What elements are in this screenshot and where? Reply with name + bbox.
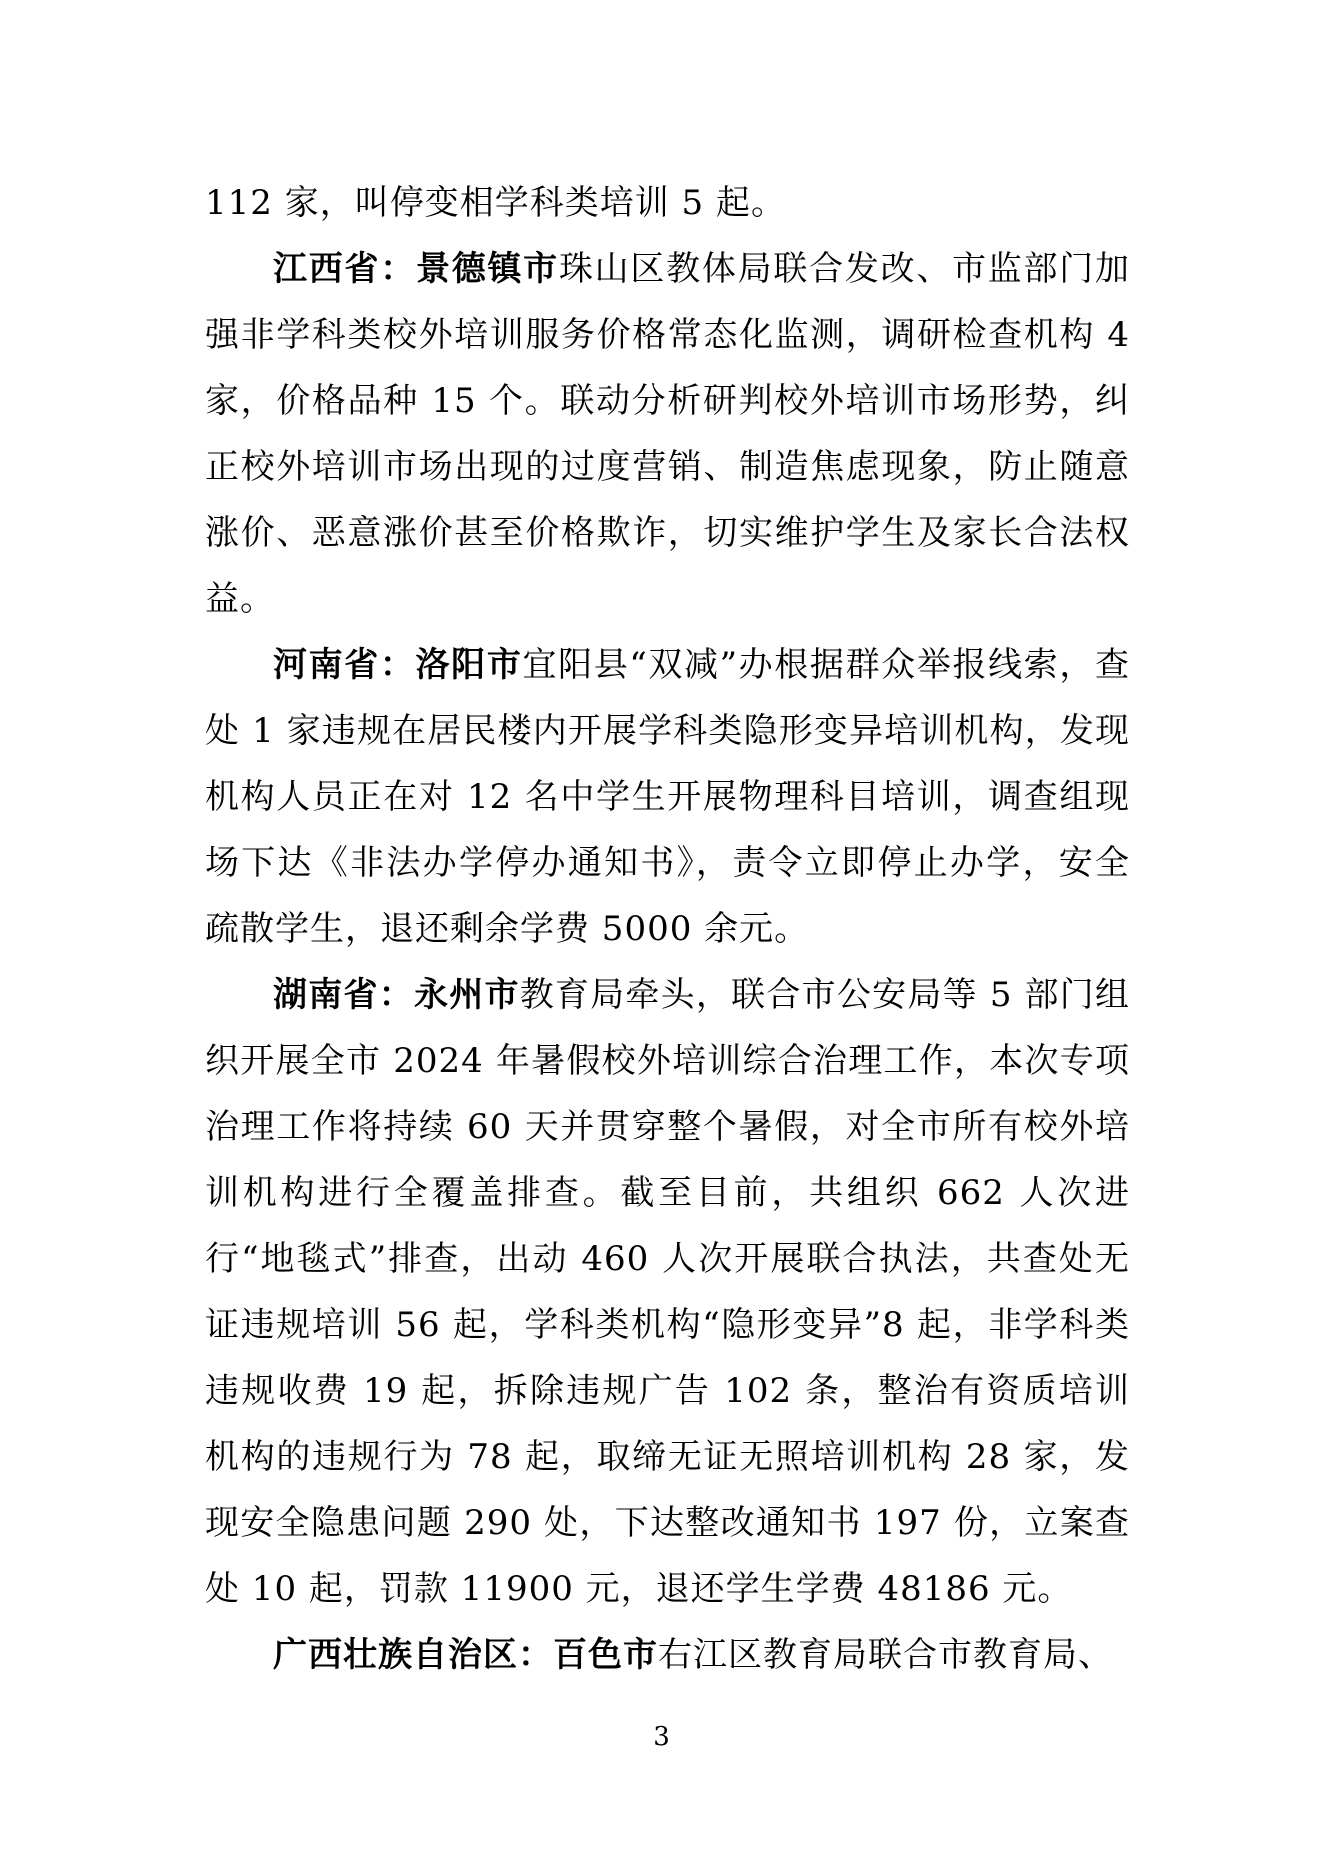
province-label: 江西省： [273,249,416,289]
city-label: 百色市 [553,1635,658,1675]
province-label: 湖南省： [273,975,414,1015]
city-label: 洛阳市 [415,645,523,685]
city-label: 永州市 [413,975,520,1015]
paragraph-text: 宜阳县“双减”办根据群众举报线索，查处 1 家违规在居民楼内开展学科类隐形变异培训机构，发现机构人员正在对 12 名中学生开展物理科目培训，调查组现场下达《非法办学停办通知书》，责令立即停止办学，安全疏散学生，退还剩余学费 5000 余元。 [205,645,1131,949]
paragraph-hunan [205,962,1130,1622]
paragraph-text: 112 家，叫停变相学科类培训 5 起。 [205,183,786,223]
paragraph-text: 右江区教育局联合市教育局、 [658,1635,1113,1675]
paragraph-text: 珠山区教体局联合发改、市监部门加强非学科类校外培训服务价格常态化监测，调研检查机构 4 家，价格品种 15 个。联动分析研判校外培训市场形势，纠正校外培训市场出现的过度营销、制造焦虑现象，防止随意涨价、恶意涨价甚至价格欺诈，切实维护学生及家长合法权益。 [205,249,1131,619]
page-number: 3 [653,1722,670,1752]
province-label: 广西壮族自治区： [273,1635,553,1675]
paragraph-text: 教育局牵头，联合市公安局等 5 部门组织开展全市 2024 年暑假校外培训综合治理工作，本次专项治理工作将持续 60 天并贯穿整个暑假，对全市所有校外培训机构进行全覆盖排查。截至目前，共组织 662 人次进行“地毯式”排查，出动 460 人次开展联合执法，共查处无证违规培训 56 起，学科类机构“隐形变异”8 起，非学科类违规收费 19 起，拆除违规广告 102 条，整治有资质培训机构的违规行为 78 起，取缔无证无照培训机构 28 家，发现安全隐患问题 290 处，下达整改通知书 197 份，立案查处 10 起，罚款 11900 元，退还学生学费 48186 元。 [205,975,1131,1609]
paragraph-henan [205,632,1130,962]
paragraph-guangxi [205,1622,1130,1688]
paragraph-continuation [205,170,1130,236]
city-label: 景德镇市 [415,249,559,289]
paragraph-jiangxi [205,236,1130,632]
province-label: 河南省： [273,645,416,685]
body-text [205,170,1130,1688]
